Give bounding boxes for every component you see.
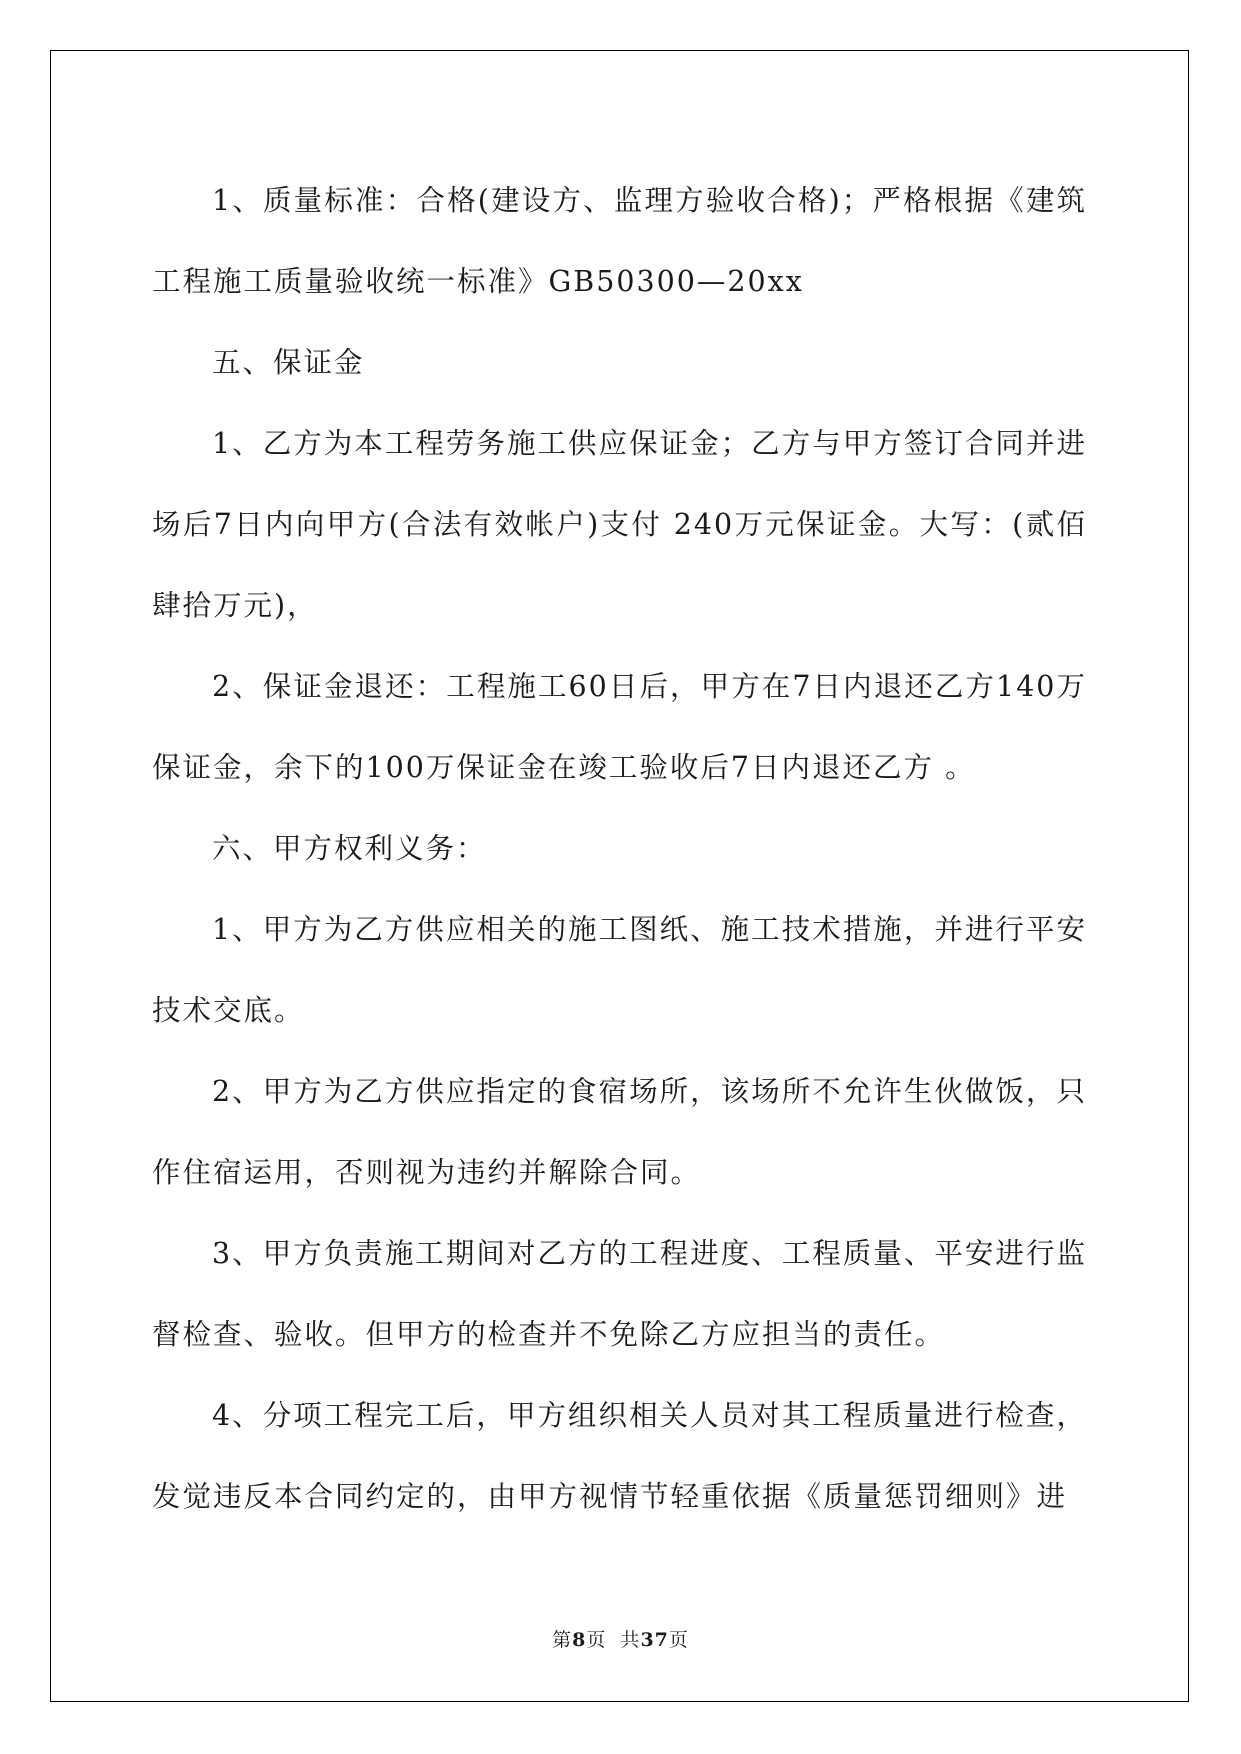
section-heading-deposit: 五、保证金 [212,346,365,379]
section-heading-party-a-rights: 六、甲方权利义务： [212,832,487,865]
paragraph-party-a-supervision: 3、甲方负责施工期间对乙方的工程进度、工程质量、平安进行监督检查、验收。但甲方的检查并不免除乙方应担当的责任。 [152,1237,1087,1351]
document-body [152,160,1087,1537]
paragraph-deposit-payment: 1、乙方为本工程劳务施工供应保证金；乙方与甲方签订合同并进场后7日内向甲方(合法有效帐户)支付 240万元保证金。大写：(贰佰肆拾万元)， [152,427,1087,622]
paragraph-party-a-inspection: 4、分项工程完工后，甲方组织相关人员对其工程质量进行检查，发觉违反本合同约定的，由甲方视情节轻重依据《质量惩罚细则》进 [152,1399,1087,1513]
paragraph-party-a-drawings: 1、甲方为乙方供应相关的施工图纸、施工技术措施，并进行平安技术交底。 [152,913,1087,1027]
paragraph-deposit-refund: 2、保证金退还：工程施工60日后，甲方在7日内退还乙方140万保证金，余下的100万保证金在竣工验收后7日内退还乙方 。 [152,670,1087,784]
footer-mid: 页 共 [586,1629,641,1651]
paragraph-quality-standard: 1、质量标准：合格(建设方、监理方验收合格)；严格根据《建筑工程施工质量验收统一标准》GB50300—20xx [152,184,1087,298]
footer-page-number: 8 [572,1629,587,1651]
footer-suffix: 页 [668,1629,689,1651]
footer-total-pages: 37 [640,1629,669,1651]
footer-prefix: 第 [552,1629,573,1651]
page-footer [0,1625,1241,1652]
paragraph-party-a-lodging: 2、甲方为乙方供应指定的食宿场所，该场所不允许生伙做饭，只作住宿运用，否则视为违约并解除合同。 [152,1075,1087,1189]
